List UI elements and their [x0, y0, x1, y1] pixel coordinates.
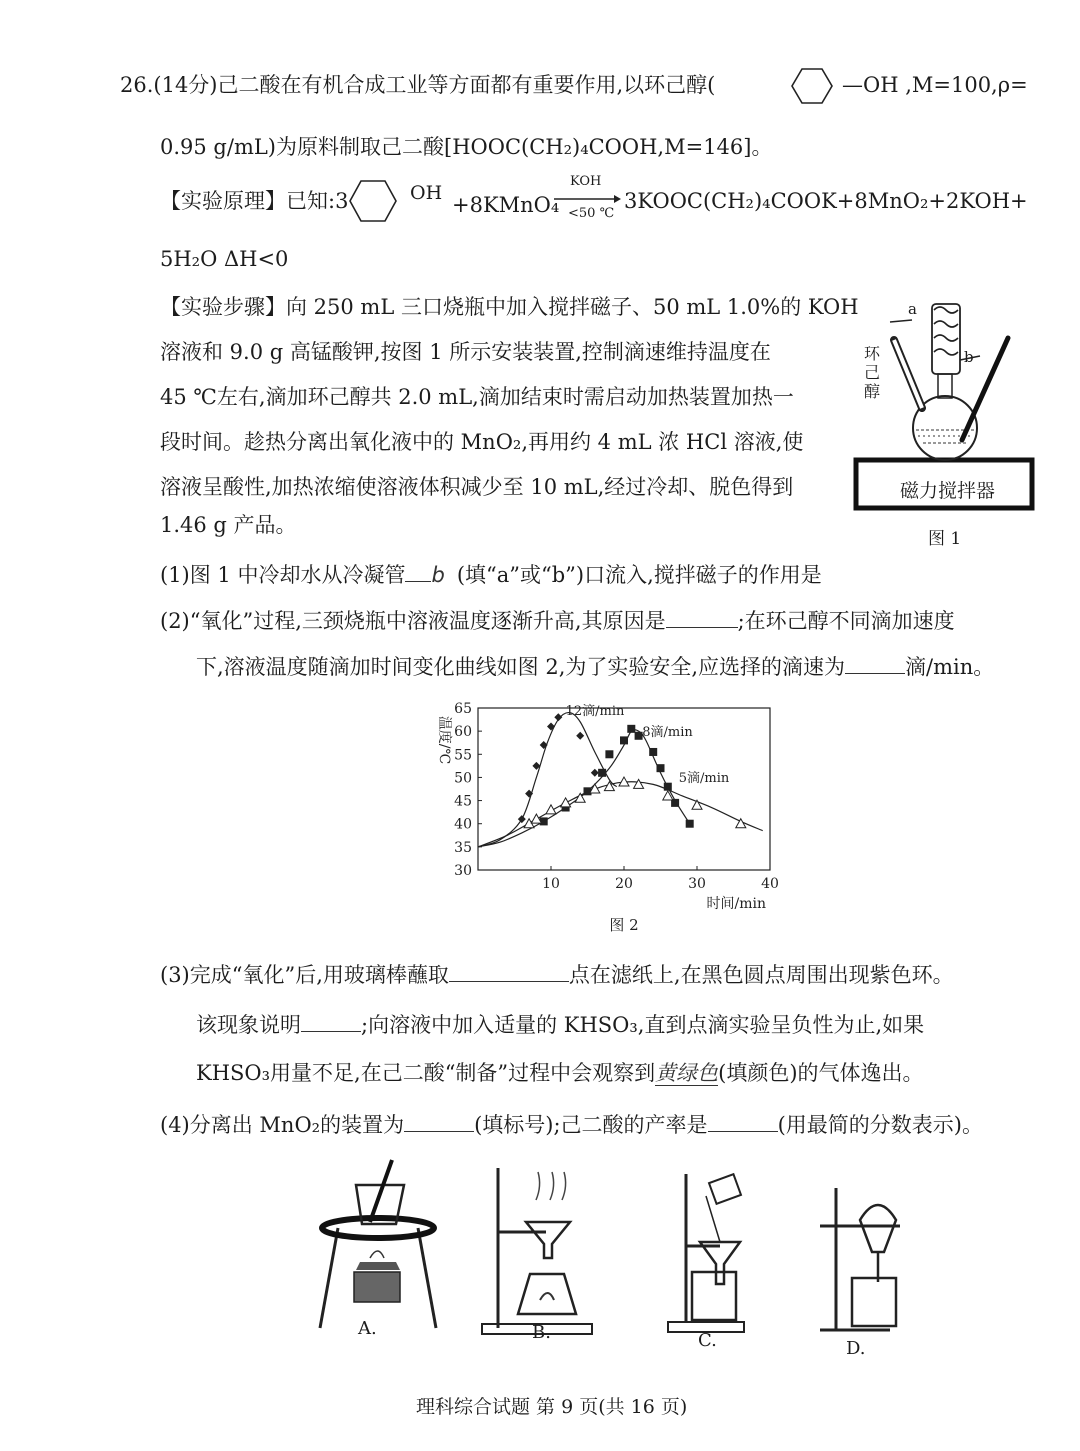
q4-line: (4)分离出 MnO₂的装置为 (填标号);己二酸的产率是 (用最简的分数表示)。: [160, 1113, 983, 1137]
reaction-arrow-icon: [552, 194, 622, 204]
q1-blank: [405, 561, 431, 582]
series-0-point-6: [576, 732, 584, 740]
series-0-point-7: [591, 769, 599, 777]
q3-line-3: KHSO₃用量不足,在己二酸“制备”过程中会观察到黄绿色(填颜色)的气体逸出。: [196, 1061, 924, 1085]
apparatus-b: [482, 1168, 592, 1334]
q1-line: [160, 560, 822, 590]
series-0-point-4: [547, 723, 555, 731]
principle-label: 【实验原理】已知:3: [160, 189, 349, 213]
q3-line-1: (3)完成“氧化”后,用玻璃棒蘸取 点在滤纸上,在黑色圆点周围出现紫色环。: [160, 963, 954, 987]
series-0-point-5: [554, 713, 562, 721]
q2-blank-2: [845, 653, 905, 674]
series-label-0: 12滴/min: [565, 703, 625, 719]
x-tick-label-3: 40: [761, 876, 779, 892]
apparatus-d: [820, 1188, 900, 1330]
figure1-stirrer-label: 磁力搅拌器: [900, 480, 996, 502]
cyclohexanol-ring-icon: [342, 172, 404, 230]
principle-lhs: +8KMnO₄: [452, 193, 560, 217]
y-tick-label-1: 35: [454, 839, 472, 856]
figure1-side-label-2: 己: [864, 363, 881, 382]
figure1-caption: 图 1: [928, 529, 962, 549]
y-tick-label-0: 30: [454, 863, 472, 879]
apparatus-c: [668, 1174, 744, 1332]
series-label-2: 5滴/min: [678, 771, 730, 787]
series-2-point-9: [663, 791, 673, 800]
question-header-text: 26.(14分)己二酸在有机合成工业等方面都有重要作用,以环己醇(: [120, 73, 716, 97]
cyclohexane-ring-icon: [780, 64, 840, 108]
steps-line-2: 溶液和 9.0 g 高锰酸钾,按图 1 所示安装装置,控制滴速维持温度在: [160, 340, 771, 364]
series-1-point-8: [649, 748, 657, 756]
series-2-point-6: [604, 782, 614, 791]
temperature-chart: [420, 690, 790, 940]
principle-condition-top: KOH: [570, 174, 602, 189]
option-a-label: A.: [358, 1318, 377, 1339]
option-d-label: D.: [846, 1338, 866, 1359]
series-2-point-3: [561, 798, 571, 807]
principle-rhs: 3KOOC(CH₂)₄COOK+8MnO₂+2KOH+: [624, 189, 1028, 213]
series-1-point-3: [598, 769, 606, 777]
q3-blank-2: [301, 1011, 361, 1032]
q3-handwritten-answer: 黄绿色: [655, 1061, 719, 1085]
apparatus-a: [320, 1160, 436, 1328]
series-2-point-8: [634, 779, 644, 788]
series-1-point-9: [657, 764, 665, 772]
q1-text: (1)图 1 中冷却水从冷凝管: [160, 563, 406, 587]
q1-text2: (填“a”或“b”)口流入,搅拌磁子的作用是: [456, 563, 822, 587]
figure1-side-label-3: 醇: [864, 382, 881, 401]
series-1-point-4: [605, 750, 613, 758]
steps-line-6: 1.46 g 产品。: [160, 513, 297, 537]
steps-line-4: 段时间。趁热分离出氧化液中的 MnO₂,再用约 4 mL 浓 HCl 溶液,使: [160, 430, 804, 454]
y-tick-label-7: 65: [454, 701, 472, 717]
q2-line-1: (2)“氧化”过程,三颈烧瓶中溶液温度逐渐升高,其原因是 ;在环己醇不同滴加速度: [160, 609, 955, 633]
series-line-0: [478, 713, 617, 847]
steps-line-3: 45 ℃左右,滴加环己醇共 2.0 mL,滴加结束时需启动加热装置加热一: [160, 385, 794, 409]
q2-blank-1: [666, 607, 738, 628]
y-tick-label-5: 55: [454, 747, 472, 764]
x-axis-label: 时间/min: [706, 896, 766, 912]
series-1-point-12: [686, 820, 694, 828]
apparatus-options: [300, 1150, 920, 1350]
x-tick-label-1: 20: [615, 876, 633, 892]
principle-oh: OH: [410, 182, 443, 204]
figure1-side-label-1: 环: [864, 344, 881, 363]
series-line-2: [478, 782, 763, 847]
page-footer: 理科综合试题 第 9 页(共 16 页): [416, 1396, 688, 1418]
option-c-label: C.: [698, 1330, 717, 1351]
figure1-label-b: b: [964, 348, 974, 366]
plot-frame: [478, 708, 770, 870]
x-tick-label-0: 10: [542, 876, 560, 892]
series-1-point-6: [627, 725, 635, 733]
figure1-label-a: a: [908, 300, 917, 318]
y-tick-label-3: 45: [454, 793, 472, 810]
steps-line-5: 溶液呈酸性,加热浓缩使溶液体积减少至 10 mL,经过冷却、脱色得到: [160, 475, 794, 499]
steps-line-1: 【实验步骤】向 250 mL 三口烧瓶中加入搅拌磁子、50 mL 1.0%的 KOH: [160, 295, 859, 319]
x-tick-label-2: 30: [688, 876, 706, 892]
series-label-1: 8滴/min: [642, 724, 693, 740]
question-header-tail: —OH ,M=100,ρ=: [842, 73, 1028, 97]
q4-blank-1: [404, 1111, 474, 1132]
series-0-point-0: [518, 815, 526, 823]
q1-handwritten-answer: b: [431, 563, 445, 587]
q2-line-2: 下,溶液温度随滴加时间变化曲线如图 2,为了实验安全,应选择的滴速为 滴/min。: [196, 655, 995, 679]
series-2-point-10: [692, 800, 702, 809]
q3-line-2: 该现象说明 ;向溶液中加入适量的 KHSO₃,直到点滴实验呈负性为止,如果: [196, 1013, 925, 1037]
chart-caption: 图 2: [609, 916, 639, 934]
principle-line2: 5H₂O ΔH<0: [160, 247, 289, 271]
question-line2: 0.95 g/mL)为原料制取己二酸[HOOC(CH₂)₄COOH,M=146]。: [160, 135, 773, 159]
y-tick-label-6: 60: [454, 724, 472, 741]
principle-condition-bottom: <50 ℃: [568, 206, 615, 221]
y-axis-label: 温度/℃: [436, 715, 452, 765]
question-header: [120, 70, 715, 100]
q4-blank-2: [708, 1111, 778, 1132]
series-0-point-3: [540, 741, 548, 749]
q3-blank-1: [449, 961, 569, 982]
option-b-label: B.: [532, 1322, 551, 1343]
y-tick-label-2: 40: [454, 816, 472, 833]
series-1-point-5: [620, 736, 628, 744]
y-tick-label-4: 50: [454, 770, 472, 787]
